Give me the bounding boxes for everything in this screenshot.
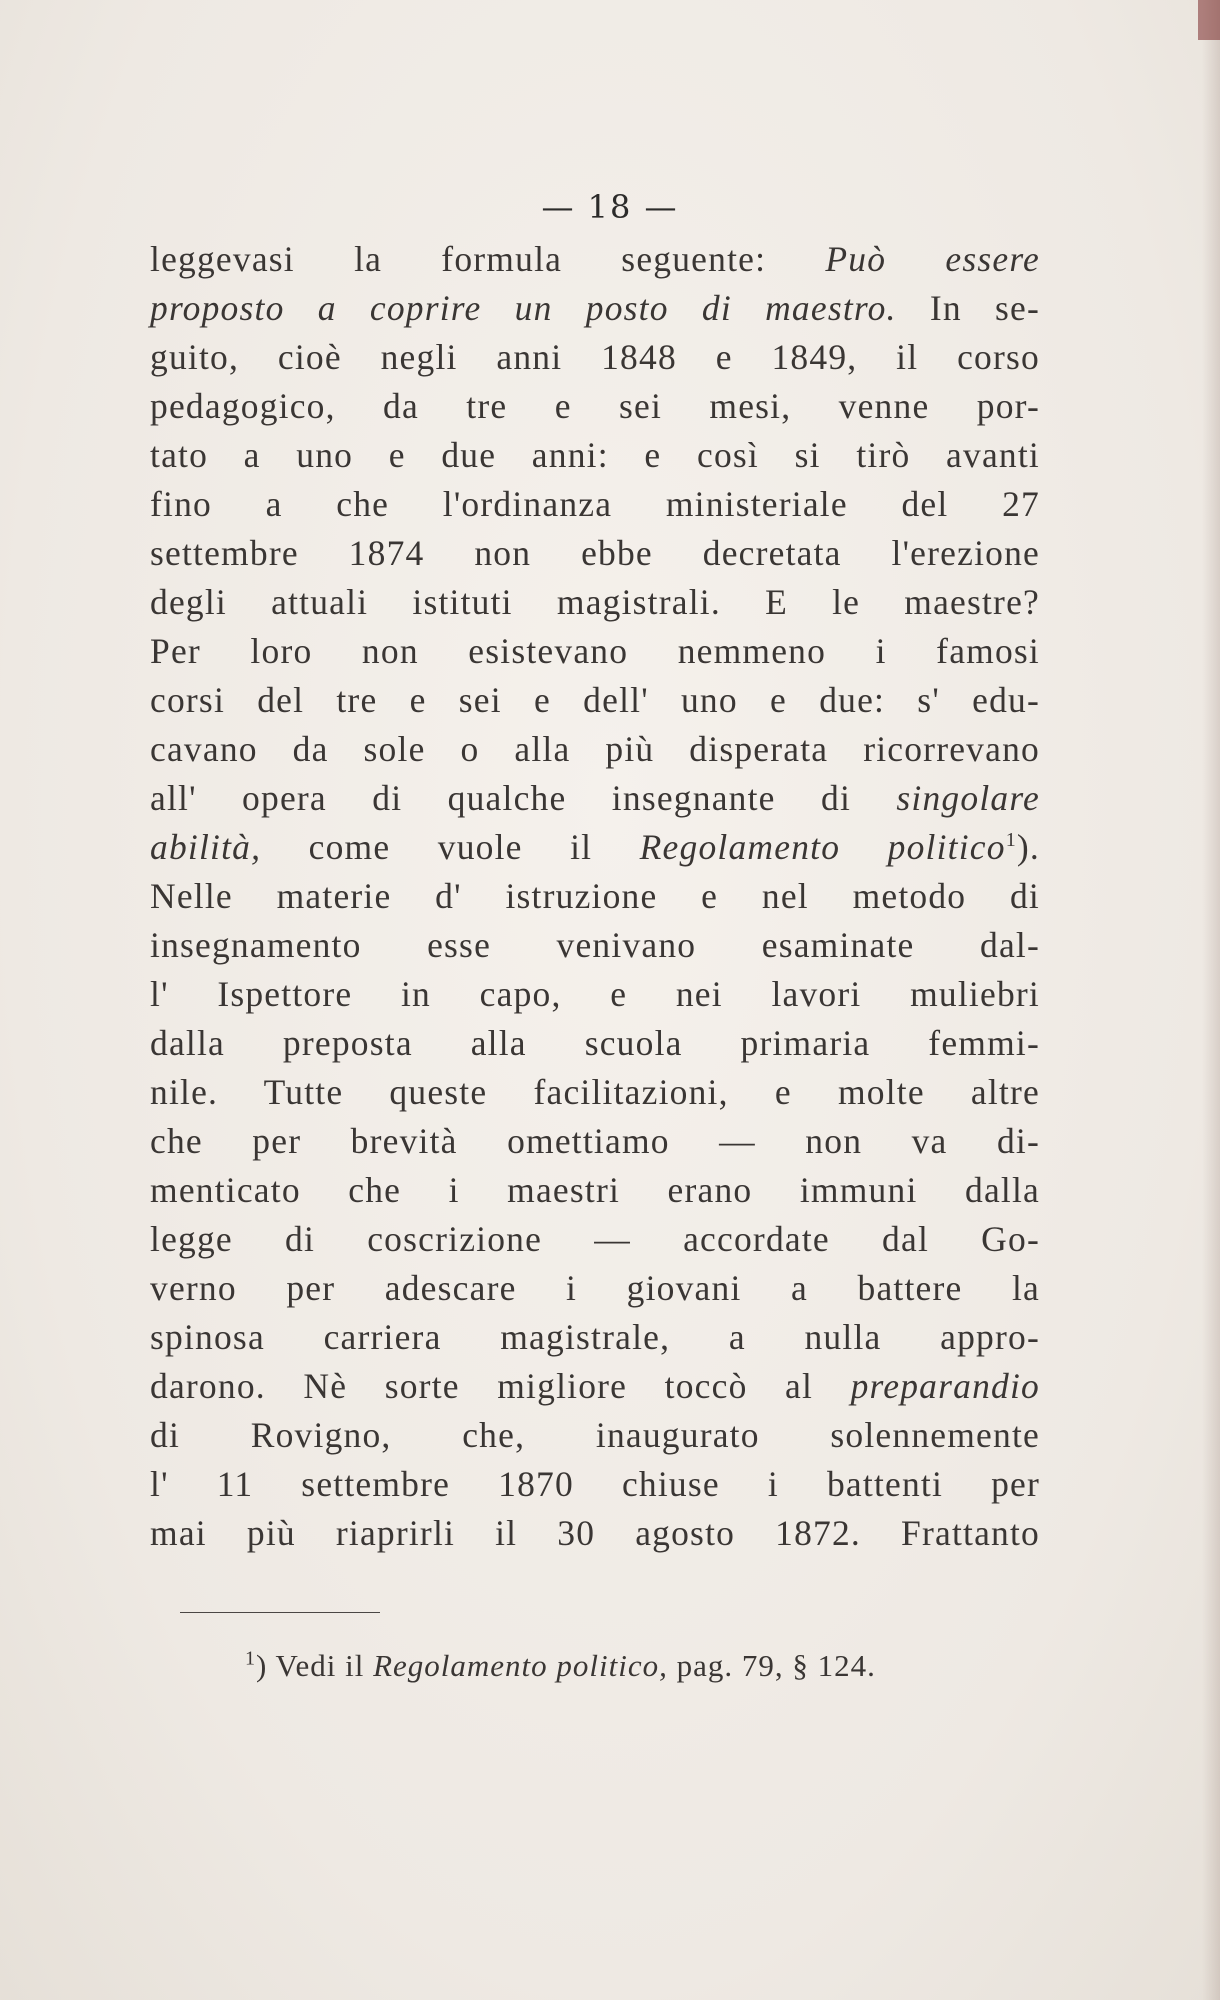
italic-text: Può essere bbox=[825, 239, 1040, 279]
text-line bbox=[150, 1264, 1040, 1313]
text-segment: guito, cioè negli anni 1848 e 1849, il corso bbox=[150, 337, 1040, 377]
text-line bbox=[150, 235, 1040, 284]
italic-text: preparandio bbox=[850, 1366, 1040, 1406]
text-segment: verno per adescare i giovani a battere la bbox=[150, 1268, 1040, 1308]
footnote-reference: 1 bbox=[1005, 829, 1017, 852]
footnote-italic-title: Regolamento politico, bbox=[373, 1648, 668, 1683]
italic-text: Regolamento politico bbox=[639, 827, 1006, 867]
text-segment: l' 11 settembre 1870 chiuse i battenti per bbox=[150, 1464, 1040, 1504]
text-segment: ). bbox=[1016, 827, 1040, 867]
text-segment: insegnamento esse venivano esaminate dal- bbox=[150, 925, 1040, 965]
text-line bbox=[150, 1117, 1040, 1166]
text-line bbox=[150, 921, 1040, 970]
text-segment: cavano da sole o alla più disperata ricorrevano bbox=[150, 729, 1040, 769]
text-line bbox=[150, 529, 1040, 578]
text-segment: l' Ispettore in capo, e nei lavori muliebri bbox=[150, 974, 1040, 1014]
text-line bbox=[150, 725, 1040, 774]
text-segment: leggevasi la formula seguente: bbox=[150, 239, 826, 279]
text-line bbox=[150, 333, 1040, 382]
text-segment: menticato che i maestri erano immuni dalla bbox=[150, 1170, 1040, 1210]
text-line bbox=[150, 1215, 1040, 1264]
text-segment: nile. Tutte queste facilitazioni, e molte altre bbox=[150, 1072, 1040, 1112]
text-line bbox=[150, 1509, 1040, 1558]
text-segment: degli attuali istituti magistrali. E le maestre? bbox=[150, 582, 1040, 622]
text-segment: settembre 1874 non ebbe decretata l'erezione bbox=[150, 533, 1040, 573]
text-line bbox=[150, 1362, 1040, 1411]
text-segment: Per loro non esistevano nemmeno i famosi bbox=[150, 631, 1040, 671]
text-line bbox=[150, 676, 1040, 725]
text-line bbox=[150, 627, 1040, 676]
text-line bbox=[150, 382, 1040, 431]
text-line bbox=[150, 970, 1040, 1019]
footnote-mark: 1 bbox=[245, 1647, 256, 1670]
text-line bbox=[150, 1460, 1040, 1509]
text-segment: dalla preposta alla scuola primaria femmi- bbox=[150, 1023, 1040, 1063]
binding-mark bbox=[1198, 0, 1220, 40]
italic-text: singolare bbox=[896, 778, 1040, 818]
text-segment: tato a uno e due anni: e così si tirò avanti bbox=[150, 435, 1040, 475]
text-line bbox=[150, 1068, 1040, 1117]
footnote-paren: ) bbox=[256, 1648, 268, 1683]
text-line bbox=[150, 1411, 1040, 1460]
text-segment: Nelle materie d' istruzione e nel metodo di bbox=[150, 876, 1040, 916]
text-segment: che per brevità omettiamo — non va di- bbox=[150, 1121, 1040, 1161]
body-text bbox=[150, 235, 1040, 1558]
text-line bbox=[150, 1166, 1040, 1215]
text-segment: come vuole il bbox=[261, 827, 640, 867]
italic-text: proposto a coprire un posto di maestro. bbox=[150, 288, 897, 328]
text-line bbox=[150, 431, 1040, 480]
text-segment: all' opera di qualche insegnante di bbox=[150, 778, 897, 818]
text-segment: fino a che l'ordinanza ministeriale del 27 bbox=[150, 484, 1040, 524]
text-segment: pedagogico, da tre e sei mesi, venne por- bbox=[150, 386, 1040, 426]
footnote bbox=[245, 1648, 876, 1684]
text-line bbox=[150, 284, 1040, 333]
text-segment: darono. Nè sorte migliore toccò al bbox=[150, 1366, 851, 1406]
footnote-divider bbox=[180, 1612, 380, 1613]
text-segment: In se- bbox=[896, 288, 1040, 328]
text-line bbox=[150, 872, 1040, 921]
text-segment: corsi del tre e sei e dell' uno e due: s' edu- bbox=[150, 680, 1040, 720]
text-line bbox=[150, 774, 1040, 823]
text-segment: spinosa carriera magistrale, a nulla appro- bbox=[150, 1317, 1040, 1357]
footnote-prefix: Vedi il bbox=[267, 1648, 374, 1683]
italic-text: abilità, bbox=[150, 827, 262, 867]
text-line bbox=[150, 823, 1040, 872]
footnote-suffix: pag. 79, § 124. bbox=[667, 1648, 876, 1683]
text-segment: legge di coscrizione — accordate dal Go- bbox=[150, 1219, 1040, 1259]
text-line bbox=[150, 1313, 1040, 1362]
text-segment: mai più riaprirli il 30 agosto 1872. Frattanto bbox=[150, 1513, 1040, 1553]
page-number-header: — 18 — bbox=[541, 188, 679, 226]
page-edge-shadow bbox=[1202, 0, 1220, 2000]
text-segment: di Rovigno, che, inaugurato solennemente bbox=[150, 1415, 1040, 1455]
text-line bbox=[150, 1019, 1040, 1068]
text-line bbox=[150, 578, 1040, 627]
text-line bbox=[150, 480, 1040, 529]
